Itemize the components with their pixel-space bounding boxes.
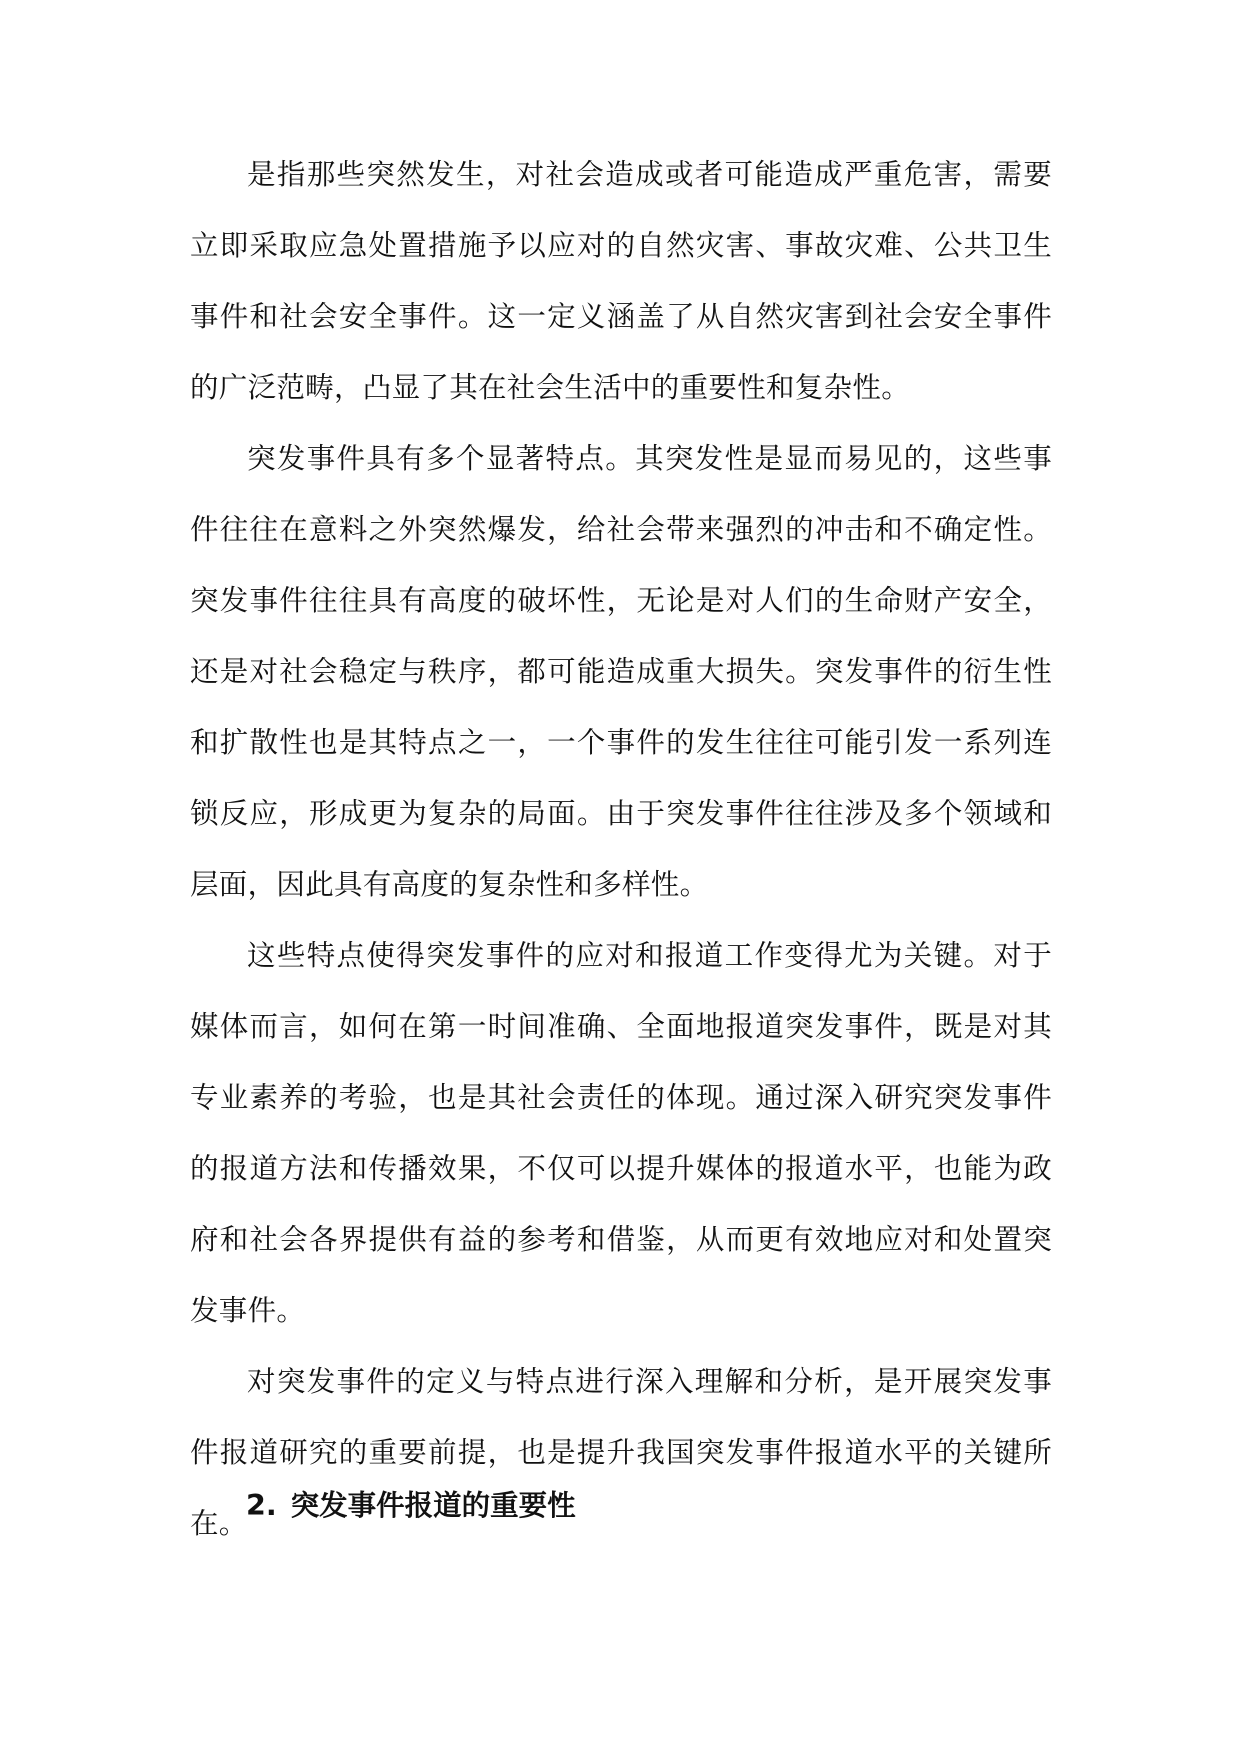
paragraph-1: 是指那些突然发生，对社会造成或者可能造成严重危害，需要立即采取应急处置措施予以应对的自然灾害、事故灾难、公共卫生事件和社会安全事件。这一定义涵盖了从自然灾害到社会安全事件的广泛范畴，凸显了其在社会生活中的重要性和复杂性。 xyxy=(190,158,1052,404)
paragraph-2: 突发事件具有多个显著特点。其突发性是显而易见的，这些事件往往在意料之外突然爆发，给社会带来强烈的冲击和不确定性。突发事件往往具有高度的破坏性，无论是对人们的生命财产安全，还是对社会稳定与秩序，都可能造成重大损失。突发事件的衍生性和扩散性也是其特点之一，一个事件的发生往往可能引发一系列连锁反应，形成更为复杂的局面。由于突发事件往往涉及多个领域和层面，因此具有高度的复杂性和多样性。 xyxy=(190,442,1052,901)
section-number: 2. xyxy=(246,1489,277,1522)
paragraph-4: 对突发事件的定义与特点进行深入理解和分析，是开展突发事件报道研究的重要前提，也是提升我国突发事件报道水平的关键所在。 xyxy=(190,1365,1052,1540)
section-title: 突发事件报道的重要性 xyxy=(290,1489,576,1522)
paragraph-3: 这些特点使得突发事件的应对和报道工作变得尤为关键。对于媒体而言，如何在第一时间准确、全面地报道突发事件，既是对其专业素养的考验，也是其社会责任的体现。通过深入研究突发事件的报道方法和传播效果，不仅可以提升媒体的报道水平，也能为政府和社会各界提供有益的参考和借鉴，从而更有效地应对和处置突发事件。 xyxy=(190,939,1052,1327)
body-text xyxy=(190,139,1052,1559)
section-heading xyxy=(246,1476,576,1536)
